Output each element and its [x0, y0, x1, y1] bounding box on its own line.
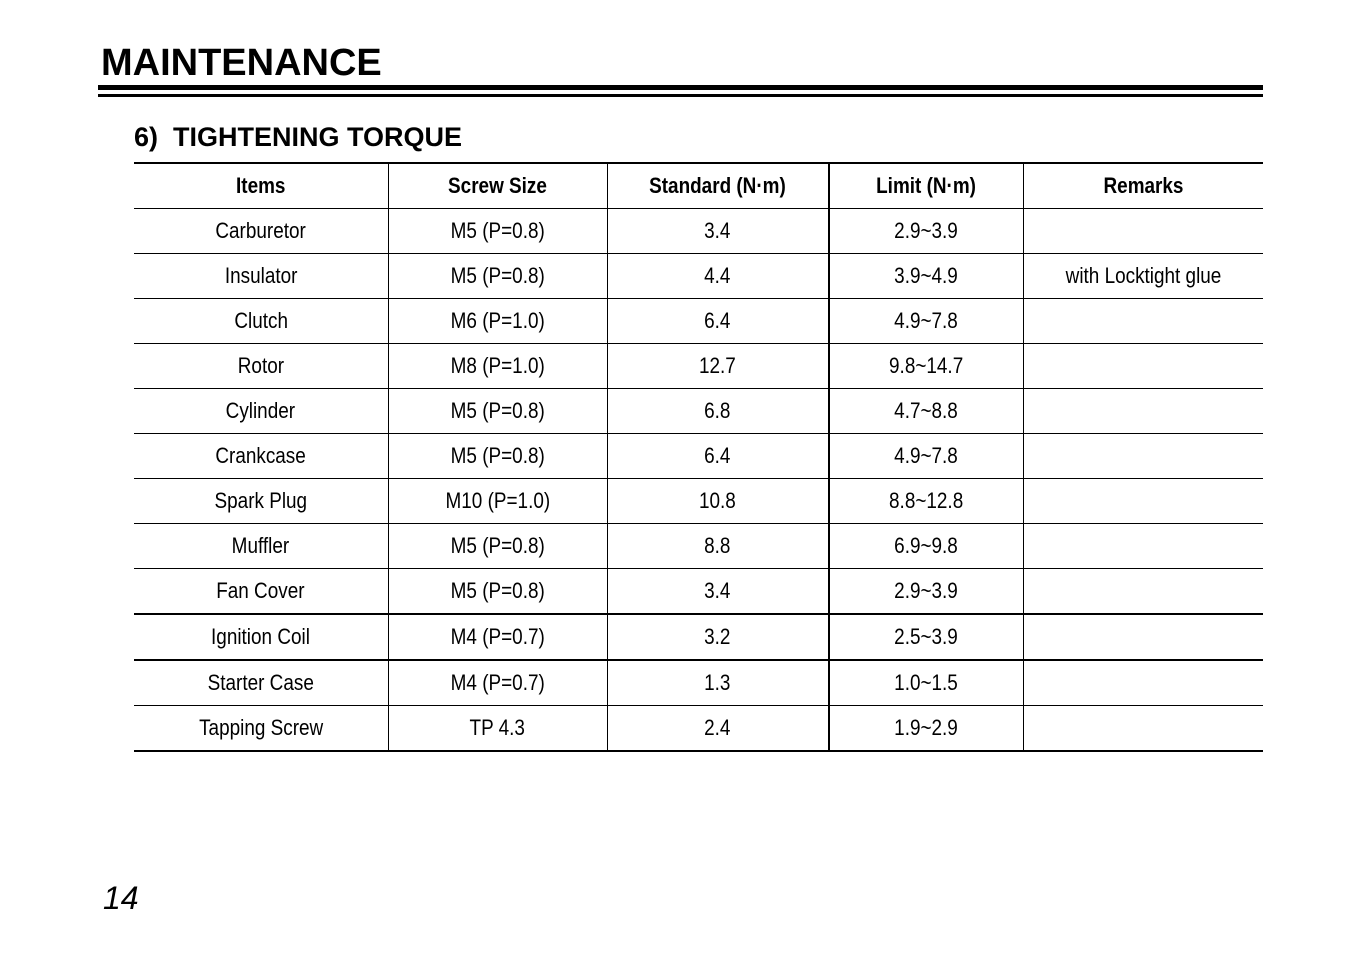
cell-item: Insulator [134, 254, 388, 299]
cell-screw-size: M6 (P=1.0) [388, 299, 607, 344]
cell-item: Starter Case [134, 660, 388, 706]
cell-limit: 8.8~12.8 [829, 479, 1023, 524]
cell-standard: 6.4 [607, 299, 829, 344]
cell-limit: 1.9~2.9 [829, 706, 1023, 752]
cell-screw-size: M5 (P=0.8) [388, 254, 607, 299]
column-header-limit: Limit (N·m) [829, 163, 1023, 209]
cell-limit: 2.5~3.9 [829, 614, 1023, 660]
cell-screw-size: TP 4.3 [388, 706, 607, 752]
cell-limit: 3.9~4.9 [829, 254, 1023, 299]
cell-remarks [1023, 569, 1263, 615]
cell-item: Rotor [134, 344, 388, 389]
column-header-remarks: Remarks [1023, 163, 1263, 209]
cell-standard: 1.3 [607, 660, 829, 706]
cell-limit: 9.8~14.7 [829, 344, 1023, 389]
cell-item: Muffler [134, 524, 388, 569]
cell-screw-size: M10 (P=1.0) [388, 479, 607, 524]
section-title: 6) TIGHTENING TORQUE [134, 122, 463, 152]
cell-standard: 4.4 [607, 254, 829, 299]
cell-remarks [1023, 434, 1263, 479]
table-row [134, 660, 1263, 706]
cell-item: Carburetor [134, 209, 388, 254]
cell-remarks [1023, 209, 1263, 254]
cell-standard: 12.7 [607, 344, 829, 389]
cell-item: Ignition Coil [134, 614, 388, 660]
cell-limit: 4.9~7.8 [829, 434, 1023, 479]
table-row [134, 569, 1263, 615]
cell-item: Spark Plug [134, 479, 388, 524]
cell-screw-size: M4 (P=0.7) [388, 660, 607, 706]
cell-screw-size: M5 (P=0.8) [388, 569, 607, 615]
table-header-row [134, 163, 1263, 209]
table-row [134, 209, 1263, 254]
cell-item: Cylinder [134, 389, 388, 434]
column-header-standard: Standard (N·m) [607, 163, 829, 209]
cell-screw-size: M5 (P=0.8) [388, 389, 607, 434]
cell-limit: 6.9~9.8 [829, 524, 1023, 569]
cell-item: Clutch [134, 299, 388, 344]
cell-remarks [1023, 344, 1263, 389]
page-title: MAINTENANCE [101, 42, 382, 84]
cell-item: Crankcase [134, 434, 388, 479]
cell-item: Tapping Screw [134, 706, 388, 752]
cell-remarks [1023, 479, 1263, 524]
cell-remarks [1023, 299, 1263, 344]
cell-standard: 3.2 [607, 614, 829, 660]
cell-standard: 3.4 [607, 569, 829, 615]
cell-standard: 6.4 [607, 434, 829, 479]
table-row [134, 706, 1263, 752]
table-row [134, 389, 1263, 434]
cell-remarks [1023, 524, 1263, 569]
page-number: 14 [103, 880, 139, 916]
cell-limit: 4.9~7.8 [829, 299, 1023, 344]
cell-screw-size: M4 (P=0.7) [388, 614, 607, 660]
cell-remarks [1023, 614, 1263, 660]
cell-limit: 4.7~8.8 [829, 389, 1023, 434]
table-body [134, 209, 1263, 752]
table-row [134, 299, 1263, 344]
cell-screw-size: M5 (P=0.8) [388, 209, 607, 254]
cell-remarks: with Locktight glue [1023, 254, 1263, 299]
torque-table [134, 162, 1263, 752]
column-header-items: Items [134, 163, 388, 209]
cell-standard: 10.8 [607, 479, 829, 524]
cell-remarks [1023, 389, 1263, 434]
cell-screw-size: M8 (P=1.0) [388, 344, 607, 389]
cell-limit: 2.9~3.9 [829, 569, 1023, 615]
header-rule-thin [98, 94, 1263, 97]
table-row [134, 254, 1263, 299]
cell-screw-size: M5 (P=0.8) [388, 524, 607, 569]
cell-standard: 3.4 [607, 209, 829, 254]
cell-limit: 2.9~3.9 [829, 209, 1023, 254]
table-row [134, 479, 1263, 524]
header-rule-thick [98, 85, 1263, 90]
cell-limit: 1.0~1.5 [829, 660, 1023, 706]
table-row [134, 524, 1263, 569]
cell-item: Fan Cover [134, 569, 388, 615]
table-row [134, 434, 1263, 479]
cell-standard: 8.8 [607, 524, 829, 569]
table-row [134, 614, 1263, 660]
cell-screw-size: M5 (P=0.8) [388, 434, 607, 479]
cell-remarks [1023, 660, 1263, 706]
cell-standard: 6.8 [607, 389, 829, 434]
cell-remarks [1023, 706, 1263, 752]
cell-standard: 2.4 [607, 706, 829, 752]
column-header-screw-size: Screw Size [388, 163, 607, 209]
table-row [134, 344, 1263, 389]
